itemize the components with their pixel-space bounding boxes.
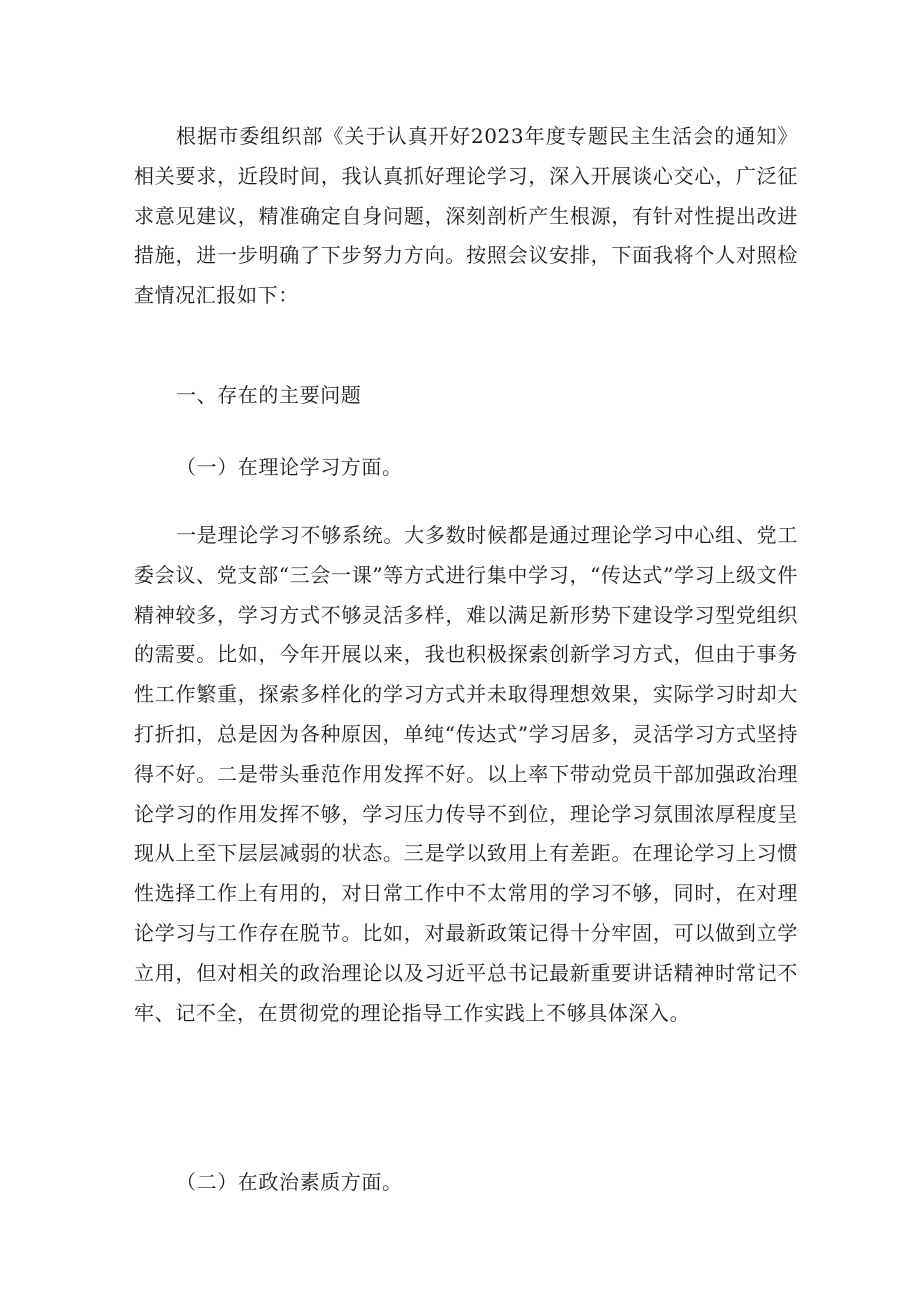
intro-paragraph: 根据市委组织部《关于认真开好2023年度专题民主生活会的通知》相关要求，近段时间，我认真抓好理论学习，深入开展谈心交心，广泛征求意见建议，精准确定自身问题，深刻剖析产生根源，有针对性提出改进措施，进一步明确了下步努力方向。按照会议安排，下面我将个人对照检查情况汇报如下： (134, 124, 798, 308)
subsection-heading-theory-study: （一）在理论学习方面。 (176, 455, 403, 479)
subsection-heading-political-quality: （二）在政治素质方面。 (176, 1170, 403, 1194)
section-heading-main-problems: 一、存在的主要问题 (176, 383, 362, 407)
theory-study-paragraph: 一是理论学习不够系统。大多数时候都是通过理论学习中心组、党工委会议、党支部“三会一课”等方式进行集中学习，“传达式”学习上级文件精神较多，学习方式不够灵活多样，难以满足新形势下建设学习型党组织的需要。比如，今年开展以来，我也积极探索创新学习方式，但由于事务性工作繁重，探索多样化的学习方式并未取得理想效果，实际学习时却大打折扣，总是因为各种原因，单纯“传达式”学习居多，灵活学习方式坚持得不好。二是带头垂范作用发挥不好。以上率下带动党员干部加强政治理论学习的作用发挥不够，学习压力传导不到位，理论学习氛围浓厚程度呈现从上至下层层减弱的状态。三是学以致用上有差距。在理论学习上习惯性选择工作上有用的，对日常工作中不太常用的学习不够，同时，在对理论学习与工作存在脱节。比如，对最新政策记得十分牢固，可以做到立学立用，但对相关的政治理论以及习近平总书记最新重要讲话精神时常记不牢、记不全，在贯彻党的理论指导工作实践上不够具体深入。 (134, 523, 798, 1025)
